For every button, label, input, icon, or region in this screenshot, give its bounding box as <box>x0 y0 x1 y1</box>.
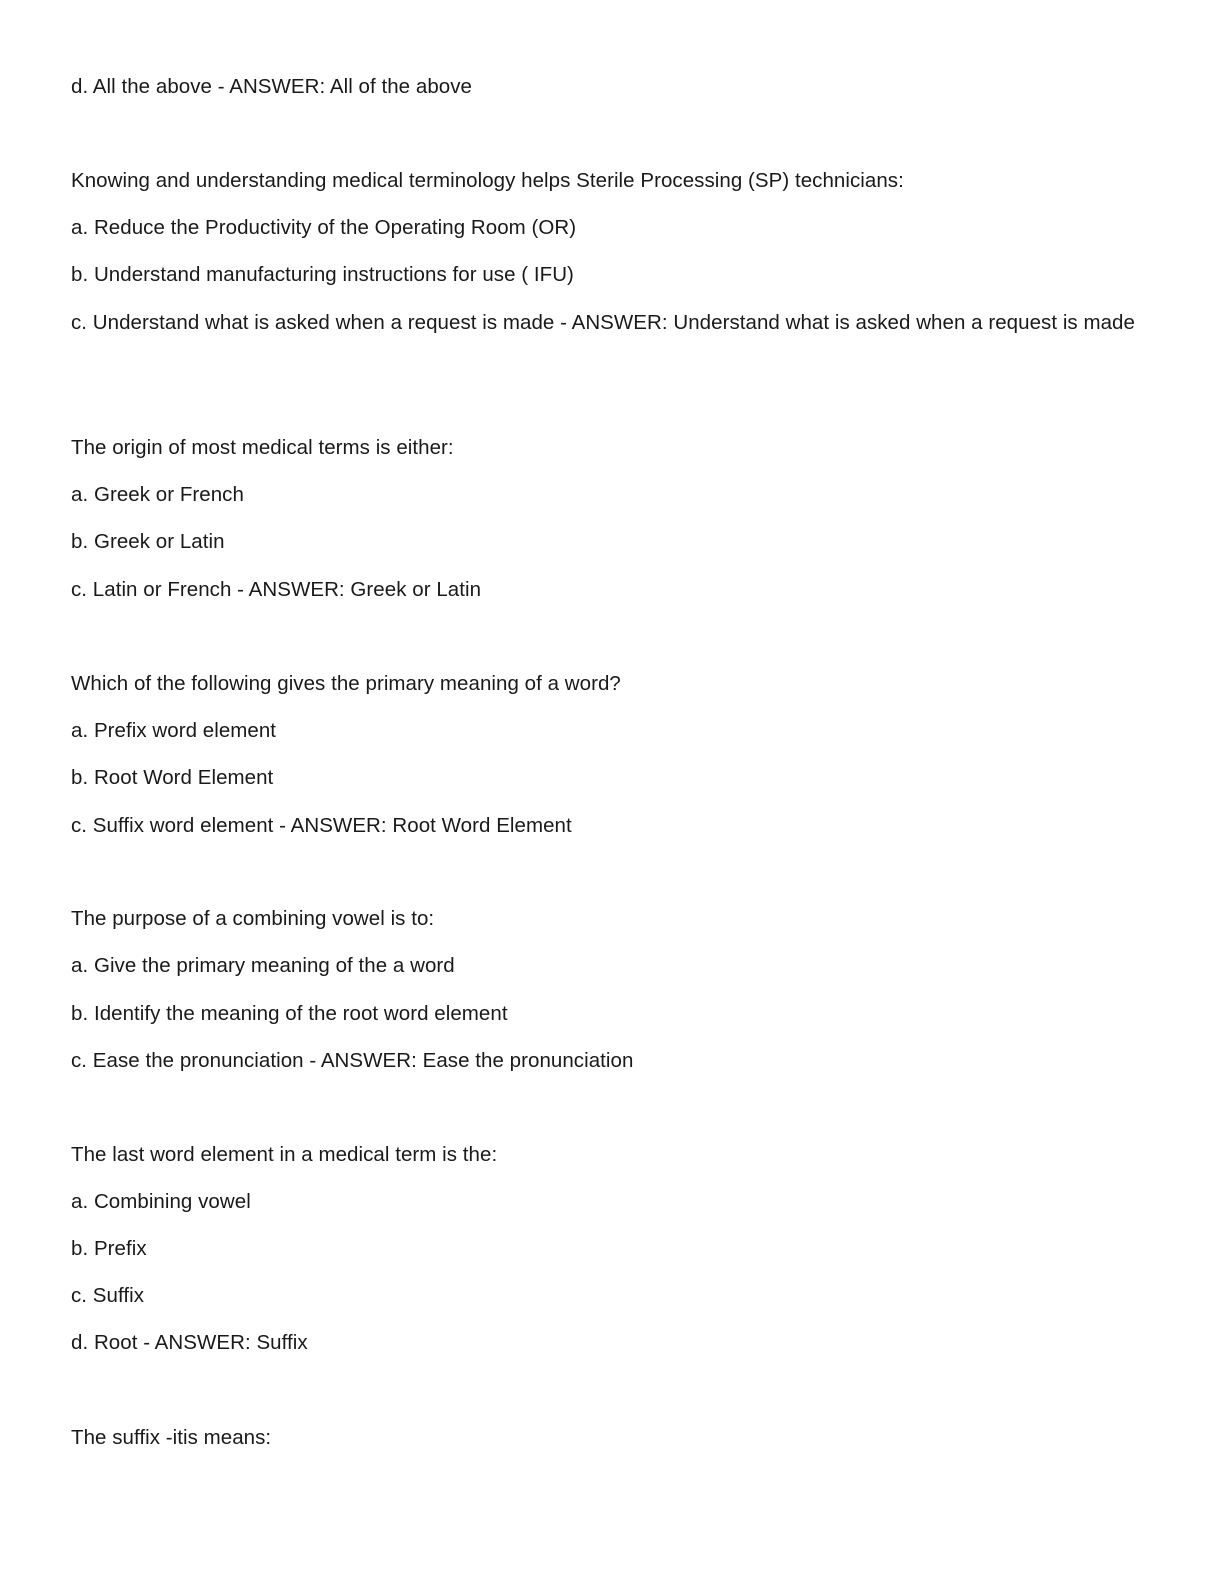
question-text: The last word element in a medical term is the: <box>71 1143 498 1166</box>
answer-line: c. Suffix word element - ANSWER: Root Word Element <box>71 814 572 837</box>
option-line: a. Give the primary meaning of the a word <box>71 954 455 977</box>
question-text: The purpose of a combining vowel is to: <box>71 907 435 930</box>
answer-line: c. Ease the pronunciation - ANSWER: Ease the pronunciation <box>71 1049 634 1072</box>
option-line: a. Greek or French <box>71 483 244 506</box>
question-text: Knowing and understanding medical terminology helps Sterile Processing (SP) technicians: <box>71 169 904 192</box>
option-line: b. Understand manufacturing instructions for use ( IFU) <box>71 263 574 286</box>
option-line: a. Combining vowel <box>71 1190 251 1213</box>
answer-line: c. Understand what is asked when a request is made - ANSWER: Understand what is asked when a request is made <box>71 311 1135 334</box>
question-text: Which of the following gives the primary meaning of a word? <box>71 672 621 695</box>
option-line: c. Suffix <box>71 1284 144 1307</box>
question-text: The suffix -itis means: <box>71 1426 272 1449</box>
question-text: The origin of most medical terms is either: <box>71 436 454 459</box>
answer-line: c. Latin or French - ANSWER: Greek or Latin <box>71 578 482 601</box>
option-line: b. Prefix <box>71 1237 147 1260</box>
option-line: a. Prefix word element <box>71 719 277 742</box>
answer-line: d. Root - ANSWER: Suffix <box>71 1331 308 1354</box>
option-line: b. Greek or Latin <box>71 530 225 553</box>
option-line: b. Root Word Element <box>71 766 274 789</box>
option-line: b. Identify the meaning of the root word element <box>71 1002 508 1025</box>
option-line: a. Reduce the Productivity of the Operating Room (OR) <box>71 216 577 239</box>
answer-line: d. All the above - ANSWER: All of the above <box>71 75 472 98</box>
